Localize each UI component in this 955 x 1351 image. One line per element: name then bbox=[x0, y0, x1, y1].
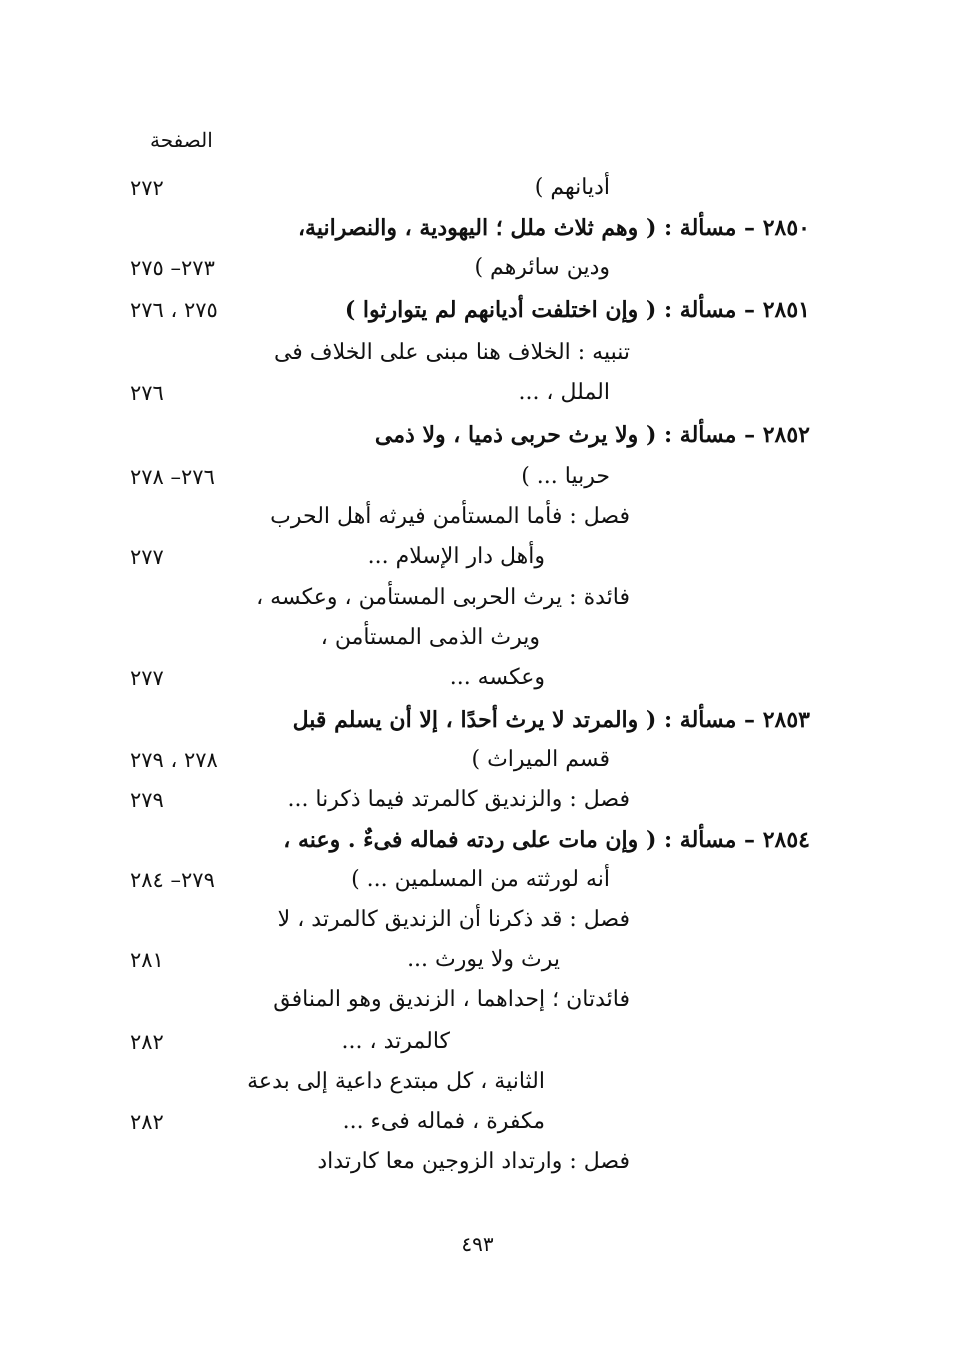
entry-title: كالمرتد ، ... bbox=[341, 1029, 450, 1054]
page-reference: ٢٧٢ bbox=[130, 176, 164, 200]
index-line bbox=[130, 700, 810, 740]
index-line bbox=[130, 1142, 810, 1182]
index-line bbox=[130, 537, 810, 577]
page-reference: ٢٧٧ bbox=[130, 545, 164, 569]
page-reference: ٢٧٥ ، ٢٧٦ bbox=[130, 298, 218, 322]
entry-heading bbox=[298, 208, 810, 248]
index-line bbox=[130, 248, 810, 288]
entry-text bbox=[278, 900, 630, 940]
entry-title: فصل : والزنديق كالمرتد فيما ذكرنا ... bbox=[287, 787, 630, 812]
entry-title: أنه لورثته من المسلمين ... ) bbox=[351, 867, 610, 892]
entry-number: ٢٨٥٢ bbox=[762, 422, 810, 448]
entry-title: فائدة : يرث الحربى المستأمن ، وعكسه ، bbox=[256, 585, 630, 610]
entry-heading bbox=[283, 820, 810, 860]
entry-text bbox=[535, 168, 610, 208]
index-line bbox=[130, 1062, 810, 1102]
index-line bbox=[130, 497, 810, 537]
page-reference: ٢٧٣– ٢٧٥ bbox=[130, 256, 215, 280]
index-line bbox=[130, 578, 810, 618]
page-reference: ٢٧٩ bbox=[130, 788, 164, 812]
entry-title: الثانية ، كل مبتدع داعية إلى بدعة bbox=[247, 1069, 545, 1094]
page-header: الصفحة bbox=[150, 128, 213, 152]
entry-number: ٢٨٥٣ bbox=[762, 707, 810, 733]
entry-text bbox=[450, 658, 545, 698]
entry-text bbox=[247, 1062, 545, 1102]
entry-text bbox=[273, 980, 630, 1020]
page-reference: ٢٧٧ bbox=[130, 666, 164, 690]
entry-title: ويرث الذمى المستأمن ، bbox=[320, 625, 540, 650]
entry-title: قسم الميراث ) bbox=[471, 747, 610, 772]
entry-title: تنبيه : الخلاف هنا مبنى على الخلاف فى bbox=[273, 340, 630, 365]
index-line bbox=[130, 457, 810, 497]
entry-text bbox=[518, 373, 610, 413]
entry-title: يرث ولا يورث ... bbox=[407, 947, 560, 972]
index-line bbox=[130, 290, 810, 330]
entry-title: – مسألة : ( وإن اختلفت أديانهم لم يتوارثوا ) bbox=[344, 297, 756, 323]
index-line bbox=[130, 168, 810, 208]
entry-heading bbox=[375, 415, 810, 455]
index-line bbox=[130, 860, 810, 900]
entry-number: ٢٨٥٤ bbox=[762, 827, 810, 853]
entry-number: ٢٨٥٠ bbox=[762, 215, 810, 241]
entry-text bbox=[474, 248, 610, 288]
entry-text bbox=[256, 578, 630, 618]
entry-title: وأهل دار الإسلام ... bbox=[367, 544, 545, 569]
entry-title: حربيا ... ) bbox=[521, 464, 610, 489]
index-line bbox=[130, 208, 810, 248]
index-line bbox=[130, 1102, 810, 1142]
entry-text bbox=[351, 860, 610, 900]
entry-title: – مسألة : ( ولا يرث حربى ذميا ، ولا ذمى bbox=[374, 422, 756, 448]
entry-title: فائدتان ؛ إحداهما ، الزنديق وهو المنافق bbox=[273, 987, 630, 1012]
entry-title: وعكسه ... bbox=[449, 665, 545, 690]
entry-text bbox=[270, 497, 630, 537]
entry-text bbox=[521, 457, 610, 497]
entry-title: – مسألة : ( وهم ثلاث ملل ؛ اليهودية ، والنصرانية، bbox=[297, 215, 756, 241]
page-number: ٤٩٣ bbox=[461, 1232, 494, 1256]
index-line bbox=[130, 980, 810, 1020]
entry-text bbox=[472, 740, 611, 780]
entry-text bbox=[287, 780, 630, 820]
page-reference: ٢٧٦ bbox=[130, 381, 164, 405]
index-line bbox=[130, 618, 810, 658]
entry-text bbox=[343, 1102, 545, 1142]
entry-heading bbox=[293, 700, 810, 740]
index-line bbox=[130, 780, 810, 820]
index-line bbox=[130, 820, 810, 860]
entry-title: أديانهم ) bbox=[534, 175, 610, 200]
entry-text bbox=[368, 537, 545, 577]
entry-text bbox=[317, 1142, 630, 1182]
entry-title: ودين سائرهم ) bbox=[474, 255, 610, 280]
page-reference: ٢٧٨ ، ٢٧٩ bbox=[130, 748, 218, 772]
entry-title: مكفرة ، فماله فىء ... bbox=[342, 1109, 545, 1134]
entry-title: فصل : قد ذكرنا أن الزنديق كالمرتد ، لا bbox=[277, 907, 630, 932]
index-line bbox=[130, 940, 810, 980]
page-reference: ٢٧٦– ٢٧٨ bbox=[130, 465, 215, 489]
entry-text bbox=[342, 1022, 450, 1062]
index-line bbox=[130, 1022, 810, 1062]
index-line bbox=[130, 658, 810, 698]
index-line bbox=[130, 900, 810, 940]
entry-text bbox=[407, 940, 560, 980]
entry-heading bbox=[345, 290, 810, 330]
entry-number: ٢٨٥١ bbox=[762, 297, 810, 323]
index-line bbox=[130, 740, 810, 780]
page-reference: ٢٨٢ bbox=[130, 1110, 164, 1134]
index-line bbox=[130, 415, 810, 455]
page-reference: ٢٨١ bbox=[130, 948, 164, 972]
entry-title: الملل ، ... bbox=[518, 380, 610, 405]
entry-title: فصل : فأما المستأمن فيرثه أهل الحرب bbox=[270, 504, 630, 529]
entry-title: – مسألة : ( والمرتد لا يرث أحدًا ، إلا أن يسلم قبل bbox=[292, 707, 756, 733]
entry-title: فصل : وارتداد الزوجين معا كارتداد bbox=[317, 1149, 630, 1174]
entry-text bbox=[321, 618, 540, 658]
entry-text bbox=[274, 333, 630, 373]
entry-title: – مسألة : ( وإن مات على ردته فماله فىءٌ . وعنه ، bbox=[283, 827, 756, 853]
page-reference: ٢٧٩– ٢٨٤ bbox=[130, 868, 215, 892]
index-line bbox=[130, 373, 810, 413]
index-line bbox=[130, 333, 810, 373]
page-reference: ٢٨٢ bbox=[130, 1030, 164, 1054]
